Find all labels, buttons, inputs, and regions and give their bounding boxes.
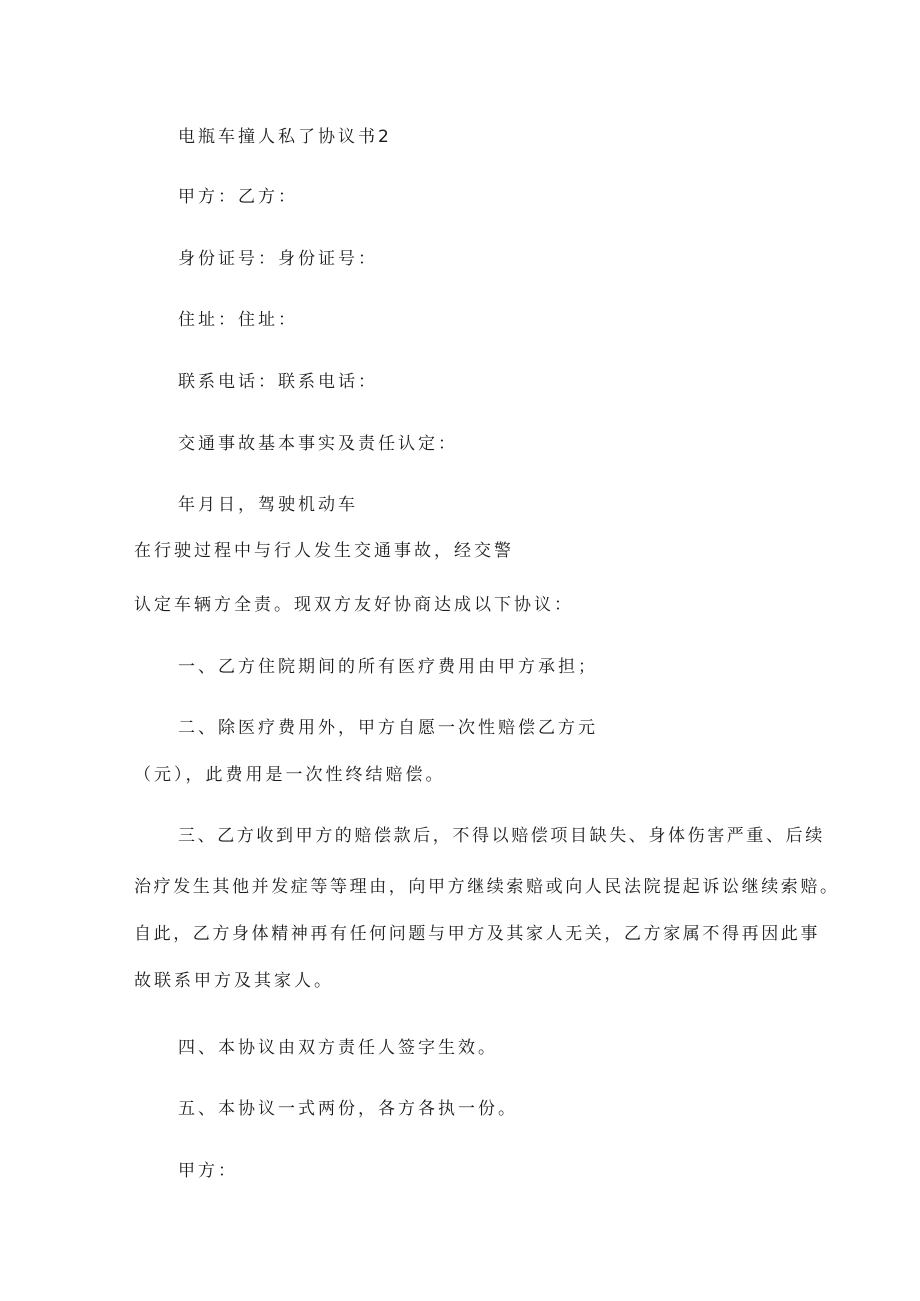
clause-2-line-2: （元），此费用是一次性终结赔偿。: [134, 765, 446, 785]
clause-3-line-2: 治疗发生其他并发症等等理由，向甲方继续索赔或向人民法院提起诉讼继续索赔。: [134, 877, 840, 897]
facts-heading: 交通事故基本事实及责任认定：: [178, 434, 458, 454]
clause-3-line-4: 故联系甲方及其家人。: [134, 971, 334, 991]
clause-3-line-3: 自此，乙方身体精神再有任何问题与甲方及其家人无关，乙方家属不得再因此事: [134, 924, 820, 944]
address-line: 住址：住址：: [178, 310, 298, 330]
id-number-line: 身份证号：身份证号：: [178, 249, 378, 269]
clause-4: 四、本协议由双方责任人签字生效。: [178, 1038, 498, 1058]
facts-line-3: 认定车辆方全责。现双方友好协商达成以下协议：: [134, 595, 574, 615]
document-title: 电瓶车撞人私了协议书2: [178, 127, 392, 147]
phone-line: 联系电话：联系电话：: [178, 372, 378, 392]
clause-5: 五、本协议一式两份，各方各执一份。: [178, 1099, 518, 1119]
facts-line-1: 年月日，驾驶机动车: [178, 495, 358, 515]
clause-2-line-1: 二、除医疗费用外，甲方自愿一次性赔偿乙方元: [178, 718, 598, 738]
party-line: 甲方：乙方：: [178, 187, 298, 207]
signature-label: 甲方：: [178, 1161, 238, 1181]
clause-1: 一、乙方住院期间的所有医疗费用由甲方承担；: [178, 657, 598, 677]
clause-3-line-1: 三、乙方收到甲方的赔偿款后，不得以赔偿项目缺失、身体伤害严重、后续: [178, 826, 825, 846]
facts-line-2: 在行驶过程中与行人发生交通事故，经交警: [134, 541, 514, 561]
